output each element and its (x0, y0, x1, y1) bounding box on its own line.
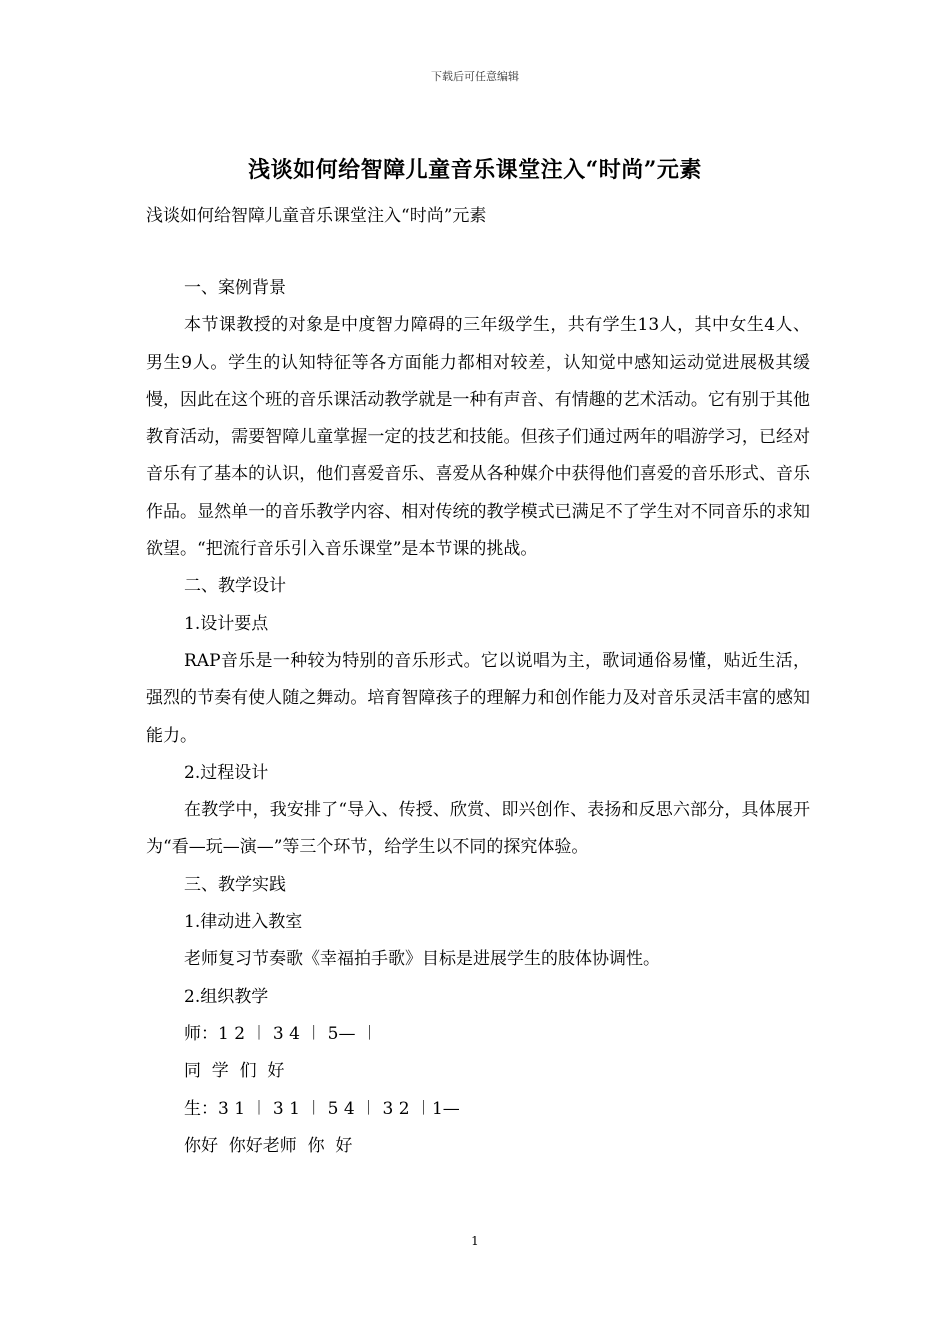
paragraph-background: 本节课教授的对象是中度智力障碍的三年级学生，共有学生13人，其中女生4人、男生9人。学生的认知特征等各方面能力都相对较差，认知觉中感知运动觉进展极其缓慢，因此在这个班的音乐课活动教学就是一种有声音、有情趣的艺术活动。它有别于其他教育活动，需要智障儿童掌握一定的技艺和技能。但孩子们通过两年的唱游学习，已经对音乐有了基本的认识，他们喜爱音乐、喜爱从各种媒介中获得他们喜爱的音乐形式、音乐作品。显然单一的音乐教学内容、相对传统的教学模式已满足不了学生对不同音乐的求知欲望。“把流行音乐引入音乐课堂”是本节课的挑战。 (146, 315, 810, 560)
paragraph-process-design: 在教学中，我安排了“导入、传授、欣赏、即兴创作、表扬和反思六部分，具体展开为“看—玩—演—”等三个环节，给学生以不同的探究体验。 (146, 800, 810, 858)
page-number: 1 (471, 1234, 479, 1248)
paragraph-design-points: RAP音乐是一种较为特别的音乐形式。它以说唱为主，歌词通俗易懂，贴近生活，强烈的节奏有使人随之舞动。培育智障孩子的理解力和创作能力及对音乐灵活丰富的感知能力。 (146, 650, 810, 746)
subheading-process-design: 2.过程设计 (184, 762, 269, 783)
subheading-design-points: 1.设计要点 (184, 613, 269, 634)
paragraph-enter-classroom: 老师复习节奏歌《幸福拍手歌》目标是进展学生的肢体协调性。 (184, 949, 660, 970)
page-header-note: 下载后可任意编辑 (431, 70, 519, 83)
section-heading-design: 二、教学设计 (184, 576, 286, 597)
subheading-enter-classroom: 1.律动进入教室 (184, 912, 303, 933)
student-lyrics: 你好 你好老师 你 好 (184, 1135, 353, 1156)
teacher-notation: 师：1 2 ︱ 3 4 ︱ 5— ︱ (184, 1023, 378, 1044)
section-heading-practice: 三、教学实践 (184, 874, 286, 895)
section-heading-background: 一、案例背景 (184, 278, 286, 298)
subheading-organize-teaching: 2.组织教学 (184, 986, 269, 1007)
document-subtitle: 浅谈如何给智障儿童音乐课堂注入“时尚”元素 (146, 206, 487, 226)
student-notation: 生：3 1 ︱ 3 1 ︱ 5 4 ︱ 3 2 ︱1— (184, 1098, 460, 1119)
document-body (146, 270, 810, 1165)
document-title: 浅谈如何给智障儿童音乐课堂注入“时尚”元素 (248, 157, 702, 183)
teacher-lyrics: 同 学 们 好 (184, 1061, 285, 1082)
